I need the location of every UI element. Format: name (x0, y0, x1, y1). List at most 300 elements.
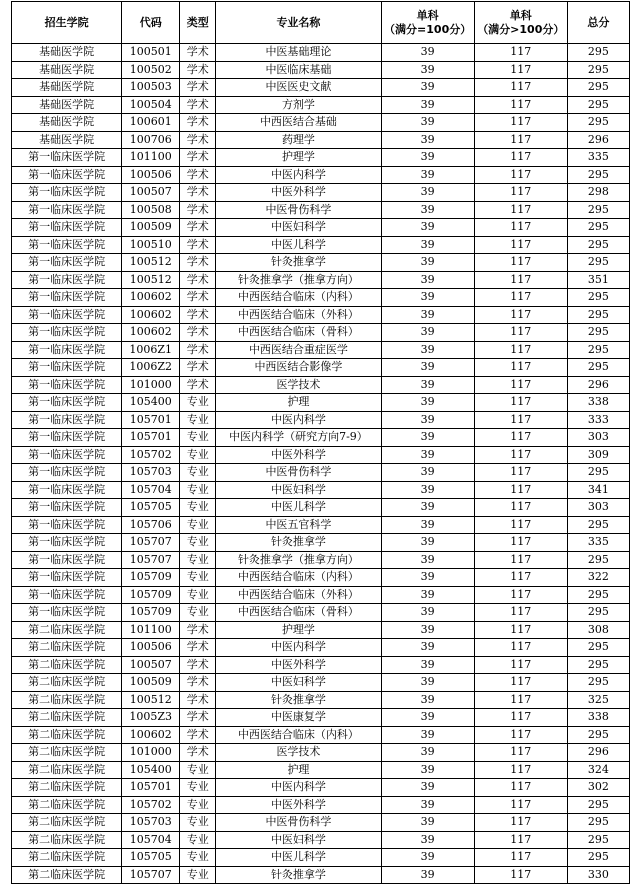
cell-single-score-100: 39 (381, 131, 474, 149)
cell-total: 295 (567, 236, 629, 254)
cell-college: 第一临床医学院 (12, 289, 122, 307)
header-major: 专业名称 (216, 2, 381, 44)
cell-total: 295 (567, 639, 629, 657)
cell-total: 295 (567, 306, 629, 324)
cell-total: 296 (567, 376, 629, 394)
cell-college: 第二临床医学院 (12, 849, 122, 867)
cell-single-score-over-100: 117 (474, 796, 567, 814)
cell-college: 第二临床医学院 (12, 761, 122, 779)
table-row (12, 341, 630, 359)
cell-code: 105705 (122, 499, 180, 517)
cell-type: 学术 (180, 166, 216, 184)
cell-single-score-100: 39 (381, 586, 474, 604)
cell-type: 学术 (180, 691, 216, 709)
cell-code: 100509 (122, 219, 180, 237)
cell-code: 105701 (122, 779, 180, 797)
cell-college: 第一临床医学院 (12, 464, 122, 482)
cell-code: 100512 (122, 254, 180, 272)
cell-single-score-100: 39 (381, 324, 474, 342)
table-row (12, 324, 630, 342)
cell-single-score-100: 39 (381, 341, 474, 359)
cell-total: 295 (567, 166, 629, 184)
cell-code: 100602 (122, 306, 180, 324)
cell-single-score-100: 39 (381, 691, 474, 709)
cell-code: 100507 (122, 184, 180, 202)
cell-college: 第一临床医学院 (12, 201, 122, 219)
table-row (12, 674, 630, 692)
cell-single-score-100: 39 (381, 149, 474, 167)
cell-college: 第一临床医学院 (12, 446, 122, 464)
table-row (12, 796, 630, 814)
cell-single-score-over-100: 117 (474, 219, 567, 237)
cell-single-score-over-100: 117 (474, 814, 567, 832)
cell-code: 105707 (122, 866, 180, 884)
cell-code: 105709 (122, 569, 180, 587)
cell-single-score-over-100: 117 (474, 201, 567, 219)
cell-code: 105709 (122, 604, 180, 622)
cell-single-score-over-100: 117 (474, 534, 567, 552)
cell-major: 针灸推拿学 (216, 254, 381, 272)
cell-code: 100510 (122, 236, 180, 254)
cell-single-score-100: 39 (381, 411, 474, 429)
cell-type: 学术 (180, 254, 216, 272)
cell-total: 303 (567, 499, 629, 517)
cell-major: 中西医结合临床（外科） (216, 586, 381, 604)
cell-type: 学术 (180, 289, 216, 307)
cell-total: 298 (567, 184, 629, 202)
cell-total: 335 (567, 149, 629, 167)
cell-type: 学术 (180, 131, 216, 149)
cell-major: 中医基础理论 (216, 44, 381, 62)
cell-type: 学术 (180, 656, 216, 674)
cell-single-score-over-100: 117 (474, 394, 567, 412)
cell-type: 学术 (180, 149, 216, 167)
cell-major: 护理学 (216, 621, 381, 639)
table-row (12, 201, 630, 219)
cell-major: 中医内科学（研究方向7-9） (216, 429, 381, 447)
cell-total: 295 (567, 586, 629, 604)
cell-single-score-over-100: 117 (474, 761, 567, 779)
cell-major: 中医骨伤科学 (216, 201, 381, 219)
cell-total: 296 (567, 744, 629, 762)
cell-total: 338 (567, 394, 629, 412)
cell-single-score-over-100: 117 (474, 376, 567, 394)
cell-code: 100706 (122, 131, 180, 149)
cell-major: 中西医结合临床（内科） (216, 726, 381, 744)
cell-code: 105703 (122, 814, 180, 832)
cell-single-score-over-100: 117 (474, 61, 567, 79)
cell-single-score-100: 39 (381, 604, 474, 622)
cell-total: 295 (567, 289, 629, 307)
cell-total: 351 (567, 271, 629, 289)
cell-code: 100602 (122, 726, 180, 744)
cell-major: 药理学 (216, 131, 381, 149)
cell-major: 方剂学 (216, 96, 381, 114)
cell-single-score-100: 39 (381, 499, 474, 517)
cell-single-score-over-100: 117 (474, 184, 567, 202)
cell-type: 学术 (180, 236, 216, 254)
cell-single-score-100: 39 (381, 761, 474, 779)
cell-college: 第二临床医学院 (12, 779, 122, 797)
cell-major: 中医妇科学 (216, 481, 381, 499)
cell-college: 第一临床医学院 (12, 516, 122, 534)
cell-single-score-100: 39 (381, 96, 474, 114)
table-row (12, 656, 630, 674)
cell-total: 295 (567, 219, 629, 237)
cell-type: 专业 (180, 534, 216, 552)
cell-code: 1005Z3 (122, 709, 180, 727)
cell-major: 中医外科学 (216, 796, 381, 814)
cell-code: 105704 (122, 481, 180, 499)
cell-college: 第二临床医学院 (12, 831, 122, 849)
cell-total: 330 (567, 866, 629, 884)
table-row (12, 96, 630, 114)
cell-code: 100602 (122, 324, 180, 342)
cell-college: 第一临床医学院 (12, 184, 122, 202)
cell-single-score-100: 39 (381, 289, 474, 307)
cell-major: 中西医结合临床（外科） (216, 306, 381, 324)
cell-single-score-100: 39 (381, 674, 474, 692)
cell-type: 专业 (180, 779, 216, 797)
cell-type: 学术 (180, 61, 216, 79)
cell-major: 医学技术 (216, 744, 381, 762)
cell-major: 中西医结合临床（骨科） (216, 604, 381, 622)
cell-single-score-100: 39 (381, 656, 474, 674)
cell-total: 341 (567, 481, 629, 499)
cell-college: 第一临床医学院 (12, 341, 122, 359)
cell-major: 中西医结合重症医学 (216, 341, 381, 359)
cell-college: 第二临床医学院 (12, 709, 122, 727)
table-row (12, 831, 630, 849)
cell-code: 100506 (122, 166, 180, 184)
cell-major: 中医内科学 (216, 639, 381, 657)
cell-single-score-100: 39 (381, 219, 474, 237)
table-row (12, 481, 630, 499)
cell-total: 295 (567, 604, 629, 622)
cell-single-score-100: 39 (381, 481, 474, 499)
header-single-score-over-100-line1: 单科 (509, 8, 532, 22)
cell-college: 第一临床医学院 (12, 604, 122, 622)
cell-single-score-over-100: 117 (474, 341, 567, 359)
cell-single-score-over-100: 117 (474, 726, 567, 744)
cell-type: 学术 (180, 96, 216, 114)
cell-total: 295 (567, 114, 629, 132)
table-row (12, 254, 630, 272)
cell-type: 学术 (180, 341, 216, 359)
cell-college: 第一临床医学院 (12, 499, 122, 517)
cell-type: 专业 (180, 481, 216, 499)
cell-type: 学术 (180, 376, 216, 394)
cell-type: 学术 (180, 359, 216, 377)
cell-single-score-over-100: 117 (474, 79, 567, 97)
table-row (12, 516, 630, 534)
cell-single-score-100: 39 (381, 446, 474, 464)
cell-type: 学术 (180, 271, 216, 289)
cell-total: 325 (567, 691, 629, 709)
cell-single-score-100: 39 (381, 44, 474, 62)
cell-total: 295 (567, 464, 629, 482)
cell-single-score-100: 39 (381, 184, 474, 202)
cell-single-score-100: 39 (381, 621, 474, 639)
cell-single-score-100: 39 (381, 79, 474, 97)
cell-major: 中医康复学 (216, 709, 381, 727)
cell-type: 专业 (180, 831, 216, 849)
cell-single-score-over-100: 117 (474, 621, 567, 639)
cell-single-score-100: 39 (381, 551, 474, 569)
cell-college: 第二临床医学院 (12, 691, 122, 709)
table-row (12, 604, 630, 622)
cell-single-score-over-100: 117 (474, 481, 567, 499)
cell-single-score-over-100: 117 (474, 306, 567, 324)
cell-type: 学术 (180, 44, 216, 62)
cell-type: 学术 (180, 114, 216, 132)
cell-major: 中医骨伤科学 (216, 464, 381, 482)
cell-total: 296 (567, 131, 629, 149)
cell-single-score-over-100: 117 (474, 271, 567, 289)
cell-code: 100601 (122, 114, 180, 132)
table-row (12, 709, 630, 727)
cell-major: 针灸推拿学 (216, 534, 381, 552)
cell-type: 专业 (180, 586, 216, 604)
cell-major: 中医内科学 (216, 166, 381, 184)
cell-single-score-100: 39 (381, 61, 474, 79)
table-row (12, 464, 630, 482)
cell-college: 第二临床医学院 (12, 639, 122, 657)
cell-total: 308 (567, 621, 629, 639)
table-row (12, 166, 630, 184)
cell-single-score-over-100: 117 (474, 324, 567, 342)
cell-college: 第一临床医学院 (12, 551, 122, 569)
cell-major: 中医内科学 (216, 779, 381, 797)
cell-type: 学术 (180, 726, 216, 744)
cell-single-score-100: 39 (381, 464, 474, 482)
cell-single-score-over-100: 117 (474, 674, 567, 692)
cell-type: 专业 (180, 429, 216, 447)
cell-type: 专业 (180, 446, 216, 464)
cell-single-score-100: 39 (381, 709, 474, 727)
cell-major: 中西医结合临床（内科） (216, 289, 381, 307)
cell-single-score-100: 39 (381, 201, 474, 219)
table-row (12, 236, 630, 254)
table-row (12, 359, 630, 377)
cell-type: 专业 (180, 761, 216, 779)
table-row (12, 499, 630, 517)
cell-code: 105707 (122, 534, 180, 552)
cell-single-score-over-100: 117 (474, 709, 567, 727)
cell-college: 第一临床医学院 (12, 411, 122, 429)
cell-major: 中医外科学 (216, 656, 381, 674)
cell-single-score-100: 39 (381, 866, 474, 884)
cell-single-score-100: 39 (381, 271, 474, 289)
cell-single-score-100: 39 (381, 744, 474, 762)
cell-total: 295 (567, 201, 629, 219)
header-row (12, 2, 630, 44)
cell-single-score-over-100: 117 (474, 166, 567, 184)
table-row (12, 271, 630, 289)
cell-type: 学术 (180, 201, 216, 219)
cell-type: 专业 (180, 866, 216, 884)
cell-college: 第一临床医学院 (12, 166, 122, 184)
cell-total: 302 (567, 779, 629, 797)
cell-college: 第一临床医学院 (12, 306, 122, 324)
cell-college: 第二临床医学院 (12, 674, 122, 692)
cell-single-score-100: 39 (381, 376, 474, 394)
cell-type: 专业 (180, 814, 216, 832)
cell-type: 专业 (180, 551, 216, 569)
header-single-score-100-line1: 单科 (416, 8, 439, 22)
table-header (12, 2, 630, 44)
cell-college: 基础医学院 (12, 44, 122, 62)
cell-single-score-100: 39 (381, 796, 474, 814)
table-row (12, 534, 630, 552)
cell-single-score-over-100: 117 (474, 849, 567, 867)
cell-type: 学术 (180, 184, 216, 202)
table-row (12, 779, 630, 797)
cell-single-score-100: 39 (381, 639, 474, 657)
cell-single-score-100: 39 (381, 429, 474, 447)
cell-total: 295 (567, 831, 629, 849)
cell-college: 第一临床医学院 (12, 481, 122, 499)
cell-single-score-100: 39 (381, 814, 474, 832)
cell-code: 101000 (122, 376, 180, 394)
header-single-score-100 (381, 2, 474, 44)
cell-major: 护理学 (216, 149, 381, 167)
cell-code: 105702 (122, 446, 180, 464)
cell-code: 105400 (122, 761, 180, 779)
cell-code: 105400 (122, 394, 180, 412)
cell-college: 第二临床医学院 (12, 621, 122, 639)
cell-code: 105701 (122, 429, 180, 447)
cell-college: 第一临床医学院 (12, 569, 122, 587)
cell-major: 针灸推拿学（推拿方向） (216, 271, 381, 289)
cell-code: 100507 (122, 656, 180, 674)
cell-single-score-over-100: 117 (474, 779, 567, 797)
cell-college: 第二临床医学院 (12, 656, 122, 674)
cell-total: 295 (567, 551, 629, 569)
cell-single-score-100: 39 (381, 359, 474, 377)
cell-type: 专业 (180, 499, 216, 517)
table-row (12, 814, 630, 832)
cell-total: 309 (567, 446, 629, 464)
cell-college: 第一临床医学院 (12, 394, 122, 412)
cell-single-score-over-100: 117 (474, 149, 567, 167)
cell-single-score-over-100: 117 (474, 429, 567, 447)
cell-code: 101100 (122, 149, 180, 167)
cell-single-score-over-100: 117 (474, 586, 567, 604)
cell-college: 基础医学院 (12, 114, 122, 132)
cell-code: 105705 (122, 849, 180, 867)
cell-single-score-over-100: 117 (474, 44, 567, 62)
table-row (12, 376, 630, 394)
cell-type: 专业 (180, 604, 216, 622)
cell-type: 专业 (180, 569, 216, 587)
cell-single-score-over-100: 117 (474, 411, 567, 429)
cell-code: 105706 (122, 516, 180, 534)
cell-code: 100506 (122, 639, 180, 657)
table-row (12, 849, 630, 867)
cell-code: 105707 (122, 551, 180, 569)
cell-college: 第一临床医学院 (12, 534, 122, 552)
table-body (12, 44, 630, 884)
cell-total: 295 (567, 814, 629, 832)
cell-single-score-over-100: 117 (474, 551, 567, 569)
cell-type: 专业 (180, 516, 216, 534)
cell-major: 中医外科学 (216, 446, 381, 464)
cell-code: 101000 (122, 744, 180, 762)
table-row (12, 114, 630, 132)
cell-single-score-over-100: 117 (474, 691, 567, 709)
cell-major: 中医儿科学 (216, 236, 381, 254)
cell-major: 针灸推拿学 (216, 691, 381, 709)
cell-single-score-100: 39 (381, 516, 474, 534)
cell-type: 学术 (180, 709, 216, 727)
cell-type: 学术 (180, 744, 216, 762)
cell-single-score-over-100: 117 (474, 359, 567, 377)
table-row (12, 726, 630, 744)
cell-college: 第一临床医学院 (12, 254, 122, 272)
cell-college: 第二临床医学院 (12, 796, 122, 814)
cell-major: 中医妇科学 (216, 219, 381, 237)
cell-code: 100602 (122, 289, 180, 307)
cell-code: 1006Z1 (122, 341, 180, 359)
cell-code: 105702 (122, 796, 180, 814)
table-row (12, 621, 630, 639)
cell-college: 第二临床医学院 (12, 866, 122, 884)
cell-college: 第一临床医学院 (12, 429, 122, 447)
cell-college: 第二临床医学院 (12, 726, 122, 744)
table-row (12, 289, 630, 307)
cell-single-score-over-100: 117 (474, 499, 567, 517)
cell-single-score-100: 39 (381, 254, 474, 272)
cell-college: 第二临床医学院 (12, 744, 122, 762)
table-row (12, 639, 630, 657)
cell-code: 100504 (122, 96, 180, 114)
cell-major: 中西医结合临床（内科） (216, 569, 381, 587)
cell-code: 100502 (122, 61, 180, 79)
header-single-score-over-100-line2: （满分>100分） (477, 22, 565, 36)
cell-college: 基础医学院 (12, 61, 122, 79)
cell-single-score-over-100: 117 (474, 289, 567, 307)
cell-college: 第一临床医学院 (12, 376, 122, 394)
cell-college: 第二临床医学院 (12, 814, 122, 832)
cell-type: 学术 (180, 639, 216, 657)
cell-single-score-over-100: 117 (474, 604, 567, 622)
cell-college: 第一临床医学院 (12, 219, 122, 237)
cell-total: 295 (567, 674, 629, 692)
cell-total: 338 (567, 709, 629, 727)
cell-type: 专业 (180, 849, 216, 867)
cell-code: 105704 (122, 831, 180, 849)
cell-type: 学术 (180, 219, 216, 237)
cell-college: 基础医学院 (12, 131, 122, 149)
cell-single-score-100: 39 (381, 779, 474, 797)
cell-single-score-100: 39 (381, 306, 474, 324)
cell-college: 第一临床医学院 (12, 149, 122, 167)
cell-total: 295 (567, 359, 629, 377)
cell-single-score-over-100: 117 (474, 831, 567, 849)
header-single-score-100-line2: （满分=100分） (384, 22, 472, 36)
cell-single-score-over-100: 117 (474, 131, 567, 149)
cell-total: 295 (567, 61, 629, 79)
cell-type: 专业 (180, 464, 216, 482)
cell-single-score-over-100: 117 (474, 236, 567, 254)
table-row (12, 184, 630, 202)
cell-total: 295 (567, 254, 629, 272)
table-row (12, 131, 630, 149)
cell-major: 中医骨伤科学 (216, 814, 381, 832)
cell-code: 105709 (122, 586, 180, 604)
table-row (12, 744, 630, 762)
